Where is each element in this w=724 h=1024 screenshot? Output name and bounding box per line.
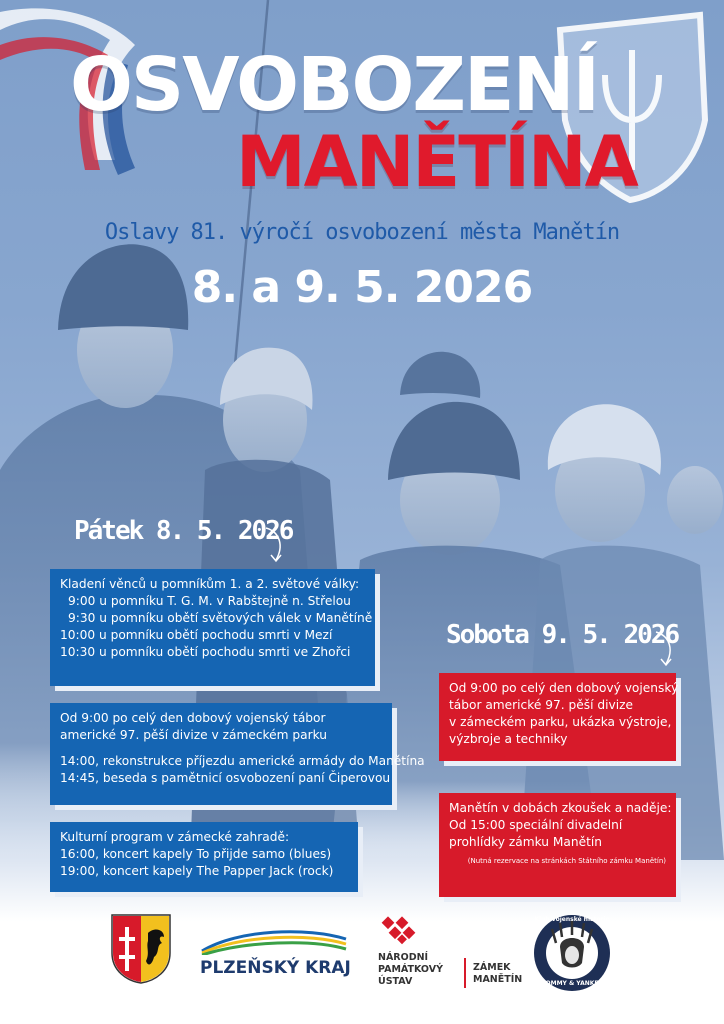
- logo-divider: [464, 958, 466, 988]
- manetin-coat-of-arms-logo: [110, 913, 172, 985]
- camp-line: Od 9:00 po celý den dobový vojenský tábor: [60, 711, 326, 725]
- event-date: 8. a 9. 5. 2026: [191, 262, 533, 313]
- saturday-heading: Sobota 9. 5. 2026: [446, 620, 679, 650]
- zamek-line: MANĚTÍN: [473, 974, 523, 985]
- wreath-item: 10:30 u pomníku obětí pochodu smrti ve Zhořci: [60, 645, 351, 659]
- friday-arrow-icon: [262, 524, 286, 566]
- npu-line: ÚSTAV: [378, 976, 413, 987]
- saturday-camp-line: v zámeckém parku, ukázka výstroje,: [449, 715, 672, 729]
- friday-wreath-box: [50, 569, 375, 686]
- camp-line: 14:00, rekonstrukce příjezdu americké armády do Manětína: [60, 754, 425, 768]
- theatre-line: Od 15:00 speciální divadelní: [449, 818, 623, 832]
- npu-line: PAMÁTKOVÝ: [378, 964, 443, 975]
- club-name-top: Klub vojenské historie: [534, 916, 610, 923]
- friday-culture-box: [50, 822, 358, 892]
- friday-camp-box: [50, 703, 425, 805]
- wreath-item: 9:00 u pomníku T. G. M. v Rabštejně n. Střelou: [68, 594, 351, 608]
- club-name-bottom: TOMMY & YANKEE: [541, 980, 603, 987]
- saturday-theatre-box: [439, 793, 676, 897]
- title-line-2: MANĚTÍNA: [236, 121, 637, 203]
- friday-heading: Pátek 8. 5. 2026: [74, 516, 293, 546]
- wreath-item: 10:00 u pomníku obětí pochodu smrti v Mezí: [60, 628, 333, 642]
- plzen-region-name: PLZEŇSKÝ KRAJ: [200, 958, 351, 978]
- saturday-camp-line: tábor americké 97. pěší divize: [449, 698, 633, 712]
- theatre-line: prohlídky zámku Manětín: [449, 835, 602, 849]
- wreath-item: 9:30 u pomníku obětí světových válek v Manětíně: [68, 611, 373, 625]
- saturday-camp-line: Od 9:00 po celý den dobový vojenský: [449, 681, 679, 695]
- reservation-note: (Nutná rezervace na stránkách Státního zámku Manětín): [467, 857, 666, 865]
- camp-line: americké 97. pěší divize v zámeckém parku: [60, 728, 328, 742]
- culture-line: 19:00, koncert kapely The Papper Jack (rock): [60, 864, 334, 878]
- title-line-1: OSVOBOZENÍ: [70, 42, 599, 128]
- zamek-line: ZÁMEK: [473, 962, 511, 973]
- saturday-arrow-icon: [652, 628, 676, 670]
- subtitle: Oslavy 81. výročí osvobození města Manětín: [104, 220, 620, 245]
- npu-line: NÁRODNÍ: [378, 952, 429, 963]
- camp-line: 14:45, beseda s pamětnicí osvobození paní Čiperovou: [60, 771, 391, 785]
- npu-name: [378, 952, 443, 988]
- plzen-region-swoosh-icon: [198, 925, 348, 955]
- wreath-heading: Kladení věnců u pomníkům 1. a 2. světové války:: [60, 577, 360, 591]
- npu-logo-icon: [378, 916, 426, 946]
- theatre-line: Manětín v dobách zkoušek a naděje:: [449, 801, 672, 815]
- saturday-camp-line: výzbroje a techniky: [449, 732, 568, 746]
- zamek-name: [473, 962, 522, 986]
- saturday-camp-box: [439, 673, 679, 761]
- culture-line: Kulturní program v zámecké zahradě:: [60, 830, 290, 844]
- culture-line: 16:00, koncert kapely To přijde samo (blues): [60, 847, 332, 861]
